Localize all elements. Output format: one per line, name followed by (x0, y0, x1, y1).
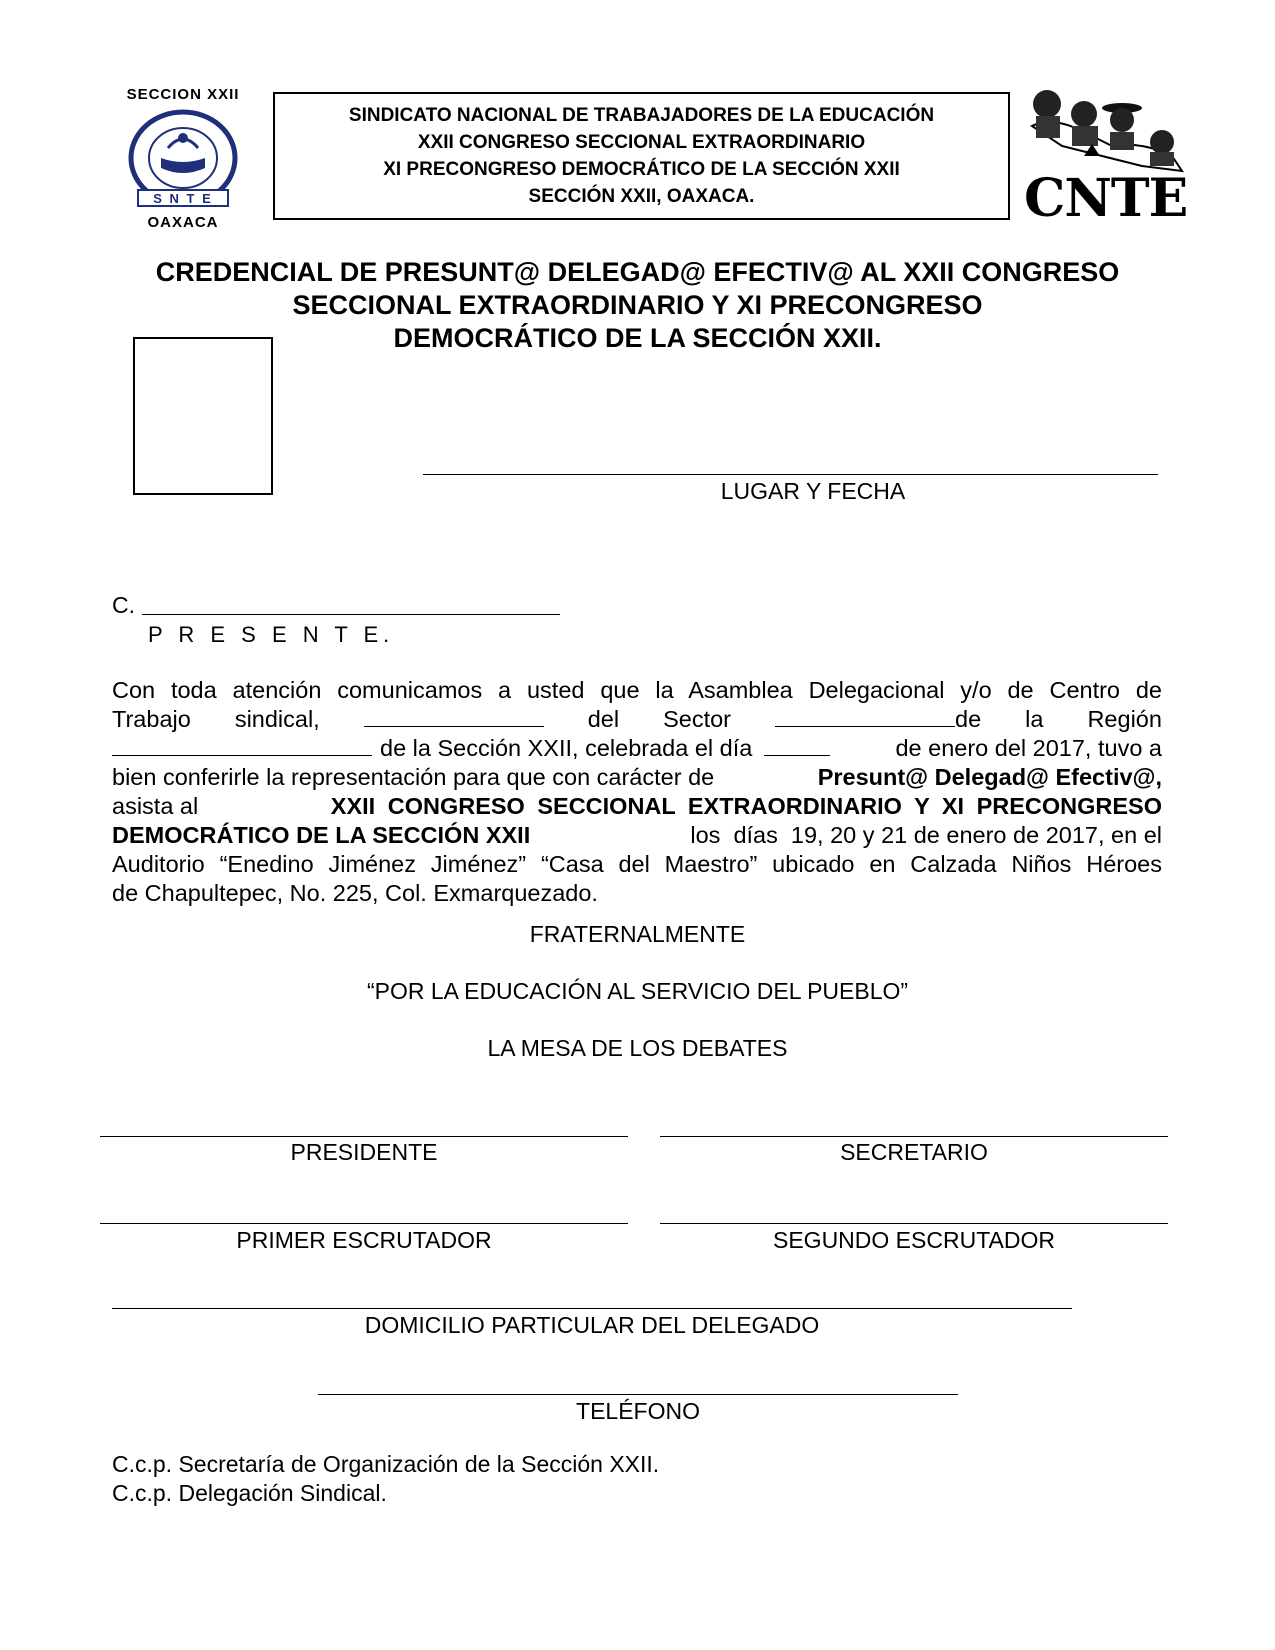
segundo-escrutador-label: SEGUNDO ESCRUTADOR (773, 1227, 1055, 1253)
body-word: Sector (663, 706, 732, 732)
body-text-run: bien conferirle la representación para que con carácter de (112, 764, 715, 790)
header-box (273, 92, 1010, 220)
body-word: de (955, 706, 982, 732)
header-line: XXII CONGRESO SECCIONAL EXTRAORDINARIO (417, 132, 866, 153)
body-text-run: asista al (112, 793, 199, 819)
cnte-logo-text: CNTE (1024, 168, 1188, 229)
signature-line-segundo-escrutador[interactable] (660, 1223, 1168, 1224)
closing-motto: “POR LA EDUCACIÓN AL SERVICIO DEL PUEBLO” (366, 978, 909, 1004)
body-word: la (1025, 706, 1044, 732)
body-line-6 (112, 821, 1162, 850)
region-blank[interactable] (112, 735, 372, 756)
addressee-prefix: C. (112, 592, 135, 618)
telefono-line[interactable] (318, 1394, 958, 1395)
snte-logo (108, 86, 258, 234)
presidente-label: PRESIDENTE (290, 1139, 438, 1165)
title-line: SECCIONAL EXTRAORDINARIO Y XI PRECONGRESO (292, 290, 983, 320)
addressee-name-line[interactable] (142, 614, 560, 615)
header-line: XI PRECONGRESO DEMOCRÁTICO DE LA SECCIÓN XXII (383, 159, 900, 180)
body-line-5 (112, 792, 1162, 821)
snte-badge-text: S N T E (153, 191, 213, 206)
place-date-line[interactable] (423, 474, 1158, 475)
photo-placeholder[interactable] (133, 337, 273, 495)
place-date-label: LUGAR Y FECHA (720, 478, 906, 504)
body-bold-run: XXII CONGRESO SECCIONAL EXTRAORDINARIO Y XI PRECONGRESO (330, 793, 1162, 819)
title-line: CREDENCIAL DE PRESUNT@ DELEGAD@ EFECTIV@ AL XXII CONGRESO (155, 257, 1120, 287)
day-blank[interactable] (764, 735, 830, 756)
body-bold-run: Presunt@ Delegad@ Efectiv@, (817, 764, 1162, 790)
title-line: DEMOCRÁTICO DE LA SECCIÓN XXII. (393, 323, 882, 353)
signature-line-primer-escrutador[interactable] (100, 1223, 628, 1224)
logo-bottom-text: OAXACA (147, 214, 219, 231)
sindical-blank[interactable] (364, 706, 544, 727)
cnte-figures-icon (1022, 86, 1197, 181)
body-line-3 (112, 734, 1162, 763)
domicilio-line[interactable] (112, 1308, 1072, 1309)
body-line: Auditorio “Enedino Jiménez Jiménez” “Casa del Maestro” ubicado en Calzada Niños Héroes (112, 851, 1162, 877)
domicilio-label: DOMICILIO PARTICULAR DEL DELEGADO (364, 1312, 820, 1338)
header-line: SECCIÓN XXII, OAXACA. (528, 186, 755, 207)
closing-mesa: LA MESA DE LOS DEBATES (487, 1035, 788, 1061)
signature-line-presidente[interactable] (100, 1136, 628, 1137)
body-text-run: los días 19, 20 y 21 de enero de 2017, en el (690, 822, 1162, 848)
body-line: de Chapultepec, No. 225, Col. Exmarquezado. (112, 880, 598, 906)
telefono-label: TELÉFONO (576, 1398, 700, 1424)
body-bold-run: DEMOCRÁTICO DE LA SECCIÓN XXII (112, 822, 531, 848)
primer-escrutador-label: PRIMER ESCRUTADOR (236, 1227, 492, 1253)
header-line: SINDICATO NACIONAL DE TRABAJADORES DE LA EDUCACIÓN (348, 105, 935, 126)
secretario-label: SECRETARIO (840, 1139, 988, 1165)
ccp-block (112, 1450, 659, 1508)
body-line-2 (112, 705, 1162, 734)
closing-fraternal: FRATERNALMENTE (529, 921, 746, 947)
logo-top-text: SECCION XXII (126, 86, 240, 103)
body-word: Trabajo (112, 706, 191, 732)
ccp-line: C.c.p. Secretaría de Organización de la Sección XXII. (112, 1451, 660, 1477)
signature-line-secretario[interactable] (660, 1136, 1168, 1137)
presente-label: P R E S E N T E. (148, 622, 395, 647)
sector-blank[interactable] (775, 706, 955, 727)
ccp-line: C.c.p. Delegación Sindical. (112, 1480, 387, 1506)
body-text-run: de enero del 2017, tuvo a (895, 735, 1162, 761)
body-word: Región (1087, 706, 1162, 732)
body-line: Con toda atención comunicamos a usted que la Asamblea Delegacional y/o de Centro de (112, 677, 1162, 703)
body-line-4 (112, 763, 1162, 792)
body-paragraph (112, 676, 1162, 908)
body-word: sindical, (234, 706, 320, 732)
cnte-logo (1022, 86, 1197, 234)
body-word: del (587, 706, 620, 732)
body-text-run: de la Sección XXII, celebrada el día (380, 735, 753, 761)
